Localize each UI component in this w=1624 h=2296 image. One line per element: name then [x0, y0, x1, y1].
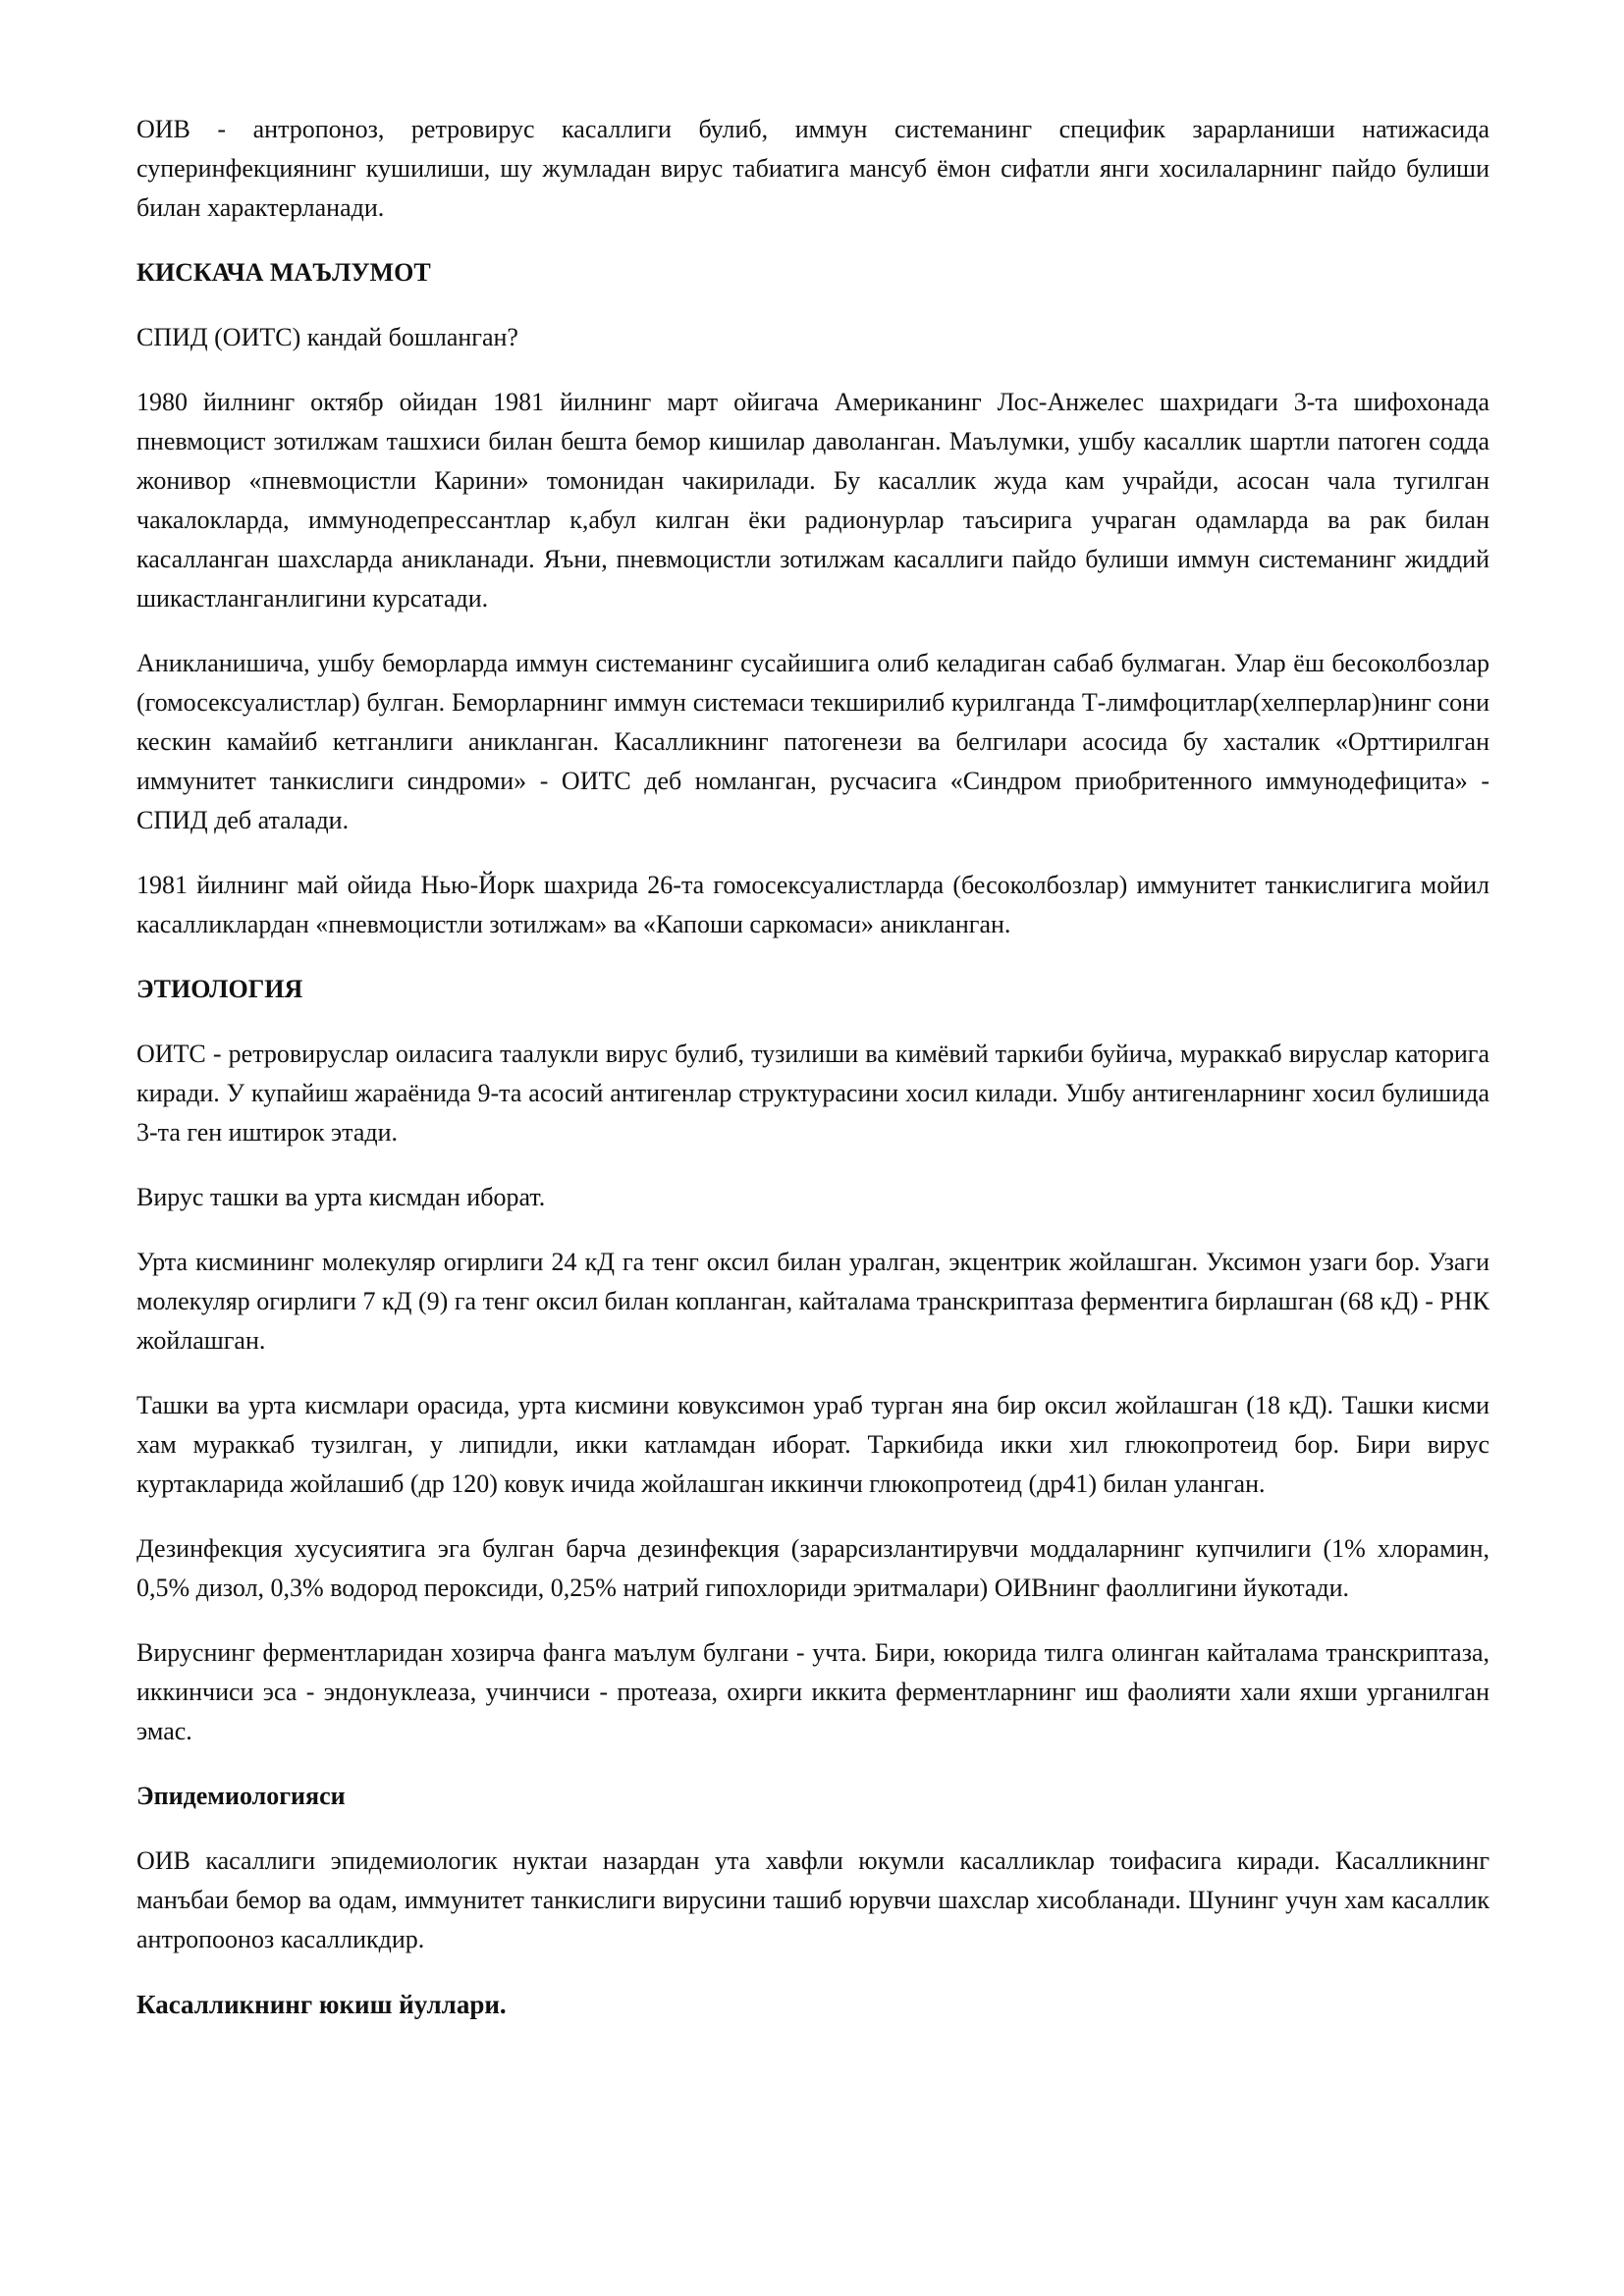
intro-paragraph: ОИВ - антропоноз, ретровирус касаллиги булиб, иммун системанинг специфик зарарланиши натижасида суперинфекциянинг кушилиши, шу жумладан вирус табиатига мансуб ёмон сифатли янги хосилаларнинг пайдо булиши билан характерланади.: [136, 115, 1489, 222]
document-page: [136, 110, 1489, 2050]
history-paragraph-2: Аникланишича, ушбу беморларда иммун системанинг сусайишига олиб келадиган сабаб булмаган. Улар ёш бесоколбозлар (гомосексуалистлар) булган. Беморларнинг иммун системаси текширилиб курилганда Т-лимфоцитлар(хелперлар)нинг сони кескин камайиб кетганлиги аникланган. Касалликнинг патогенези ва белгилари асосида бу хасталик «Орттирилган иммунитет танкислиги синдроми» - ОИТС деб номланган, русчасига «Синдром приобритенного иммунодефицита» - СПИД деб аталади.: [136, 649, 1489, 834]
subheading-transmission-routes: Касалликнинг юкиш йуллари.: [136, 1990, 507, 2019]
epidemiology-paragraph: ОИВ касаллиги эпидемиологик нуктаи назардан ута хавфли юкумли касалликлар тоифасига киради. Касалликнинг манъбаи бемор ва одам, иммунитет танкислиги вирусини ташиб юрувчи шахслар хисобланади. Шунинг учун хам касаллик антропооноз касалликдир.: [136, 1846, 1489, 1953]
etiology-paragraph-5: Дезинфекция хусусиятига эга булган барча дезинфекция (зарарсизлантирувчи моддаларнинг купчилиги (1% хлорамин, 0,5% дизол, 0,3% водород пероксиди, 0,25% натрий гипохлориди эритмалари) ОИВнинг фаоллигини йукотади.: [136, 1534, 1489, 1602]
subheading-epidemiology: Эпидемиологияси: [136, 1782, 346, 1810]
etiology-paragraph-2: Вирус ташки ва урта кисмдан иборат.: [136, 1183, 546, 1211]
history-paragraph-3: 1981 йилнинг май ойида Нью-Йорк шахрида 26-та гомосексуалистларда (бесоколбозлар) иммунитет танкислигига мойил касалликлардан «пневмоцистли зотилжам» ва «Капоши саркомаси» аникланган.: [136, 871, 1489, 938]
etiology-paragraph-1: ОИТС - ретровируслар оиласига таалукли вирус булиб, тузилиши ва кимёвий таркиби буйича, мураккаб вируслар каторига киради. У купайиш жараёнида 9-та асосий антигенлар структурасини хосил килади. Ушбу антигенларнинг хосил булишида 3-та ген иштирок этади.: [136, 1040, 1489, 1147]
section-heading-etiology: ЭТИОЛОГИЯ: [136, 975, 303, 1003]
etiology-paragraph-3: Урта кисмининг молекуляр огирлиги 24 кД га тенг оксил билан уралган, экцентрик жойлашган. Уксимон узаги бор. Узаги молекуляр огирлиги 7 кД (9) га тенг оксил билан копланган, кайталама транскриптаза ферментига бирлашган (68 кД) - РНК жойлашган.: [136, 1248, 1489, 1355]
section-heading-summary: КИСКАЧА МАЪЛУМОТ: [136, 258, 431, 287]
history-paragraph-1: 1980 йилнинг октябр ойидан 1981 йилнинг март ойигача Американинг Лос-Анжелес шахридаги 3-та шифохонада пневмоцист зотилжам ташхиси билан бешта бемор кишилар даволанган. Маълумки, ушбу касаллик шартли патоген содда жонивор «пневмоцистли Карини» томонидан чакирилади. Бу касаллик жуда кам учрайди, асосан чала тугилган чакалокларда, иммунодепрессантлар к,абул килган ёки радионурлар таъсирига учраган одамларда ва рак билан касалланган шахсларда аникланади. Яъни, пневмоцистли зотилжам касаллиги пайдо булиши иммун системанинг жиддий шикастланганлигини курсатади.: [136, 388, 1489, 613]
etiology-paragraph-6: Вируснинг ферментларидан хозирча фанга маълум булгани - учта. Бири, юкорида тилга олинган кайталама транскриптаза, иккинчиси эса - эндонуклеаза, учинчиси - протеаза, охирги иккита ферментларнинг иш фаолияти хали яхши урганилган эмас.: [136, 1638, 1489, 1745]
etiology-paragraph-4: Ташки ва урта кисмлари орасида, урта кисмини ковуксимон ураб турган яна бир оксил жойлашган (18 кД). Ташки кисми хам мураккаб тузилган, у липидли, икки катламдан иборат. Таркибида икки хил глюкопротеид бор. Бири вирус куртакларида жойлашиб (др 120) ковук ичида жойлашган иккинчи глюкопротеид (др41) билан уланган.: [136, 1391, 1489, 1498]
question-paragraph: СПИД (ОИТС) кандай бошланган?: [136, 323, 518, 351]
